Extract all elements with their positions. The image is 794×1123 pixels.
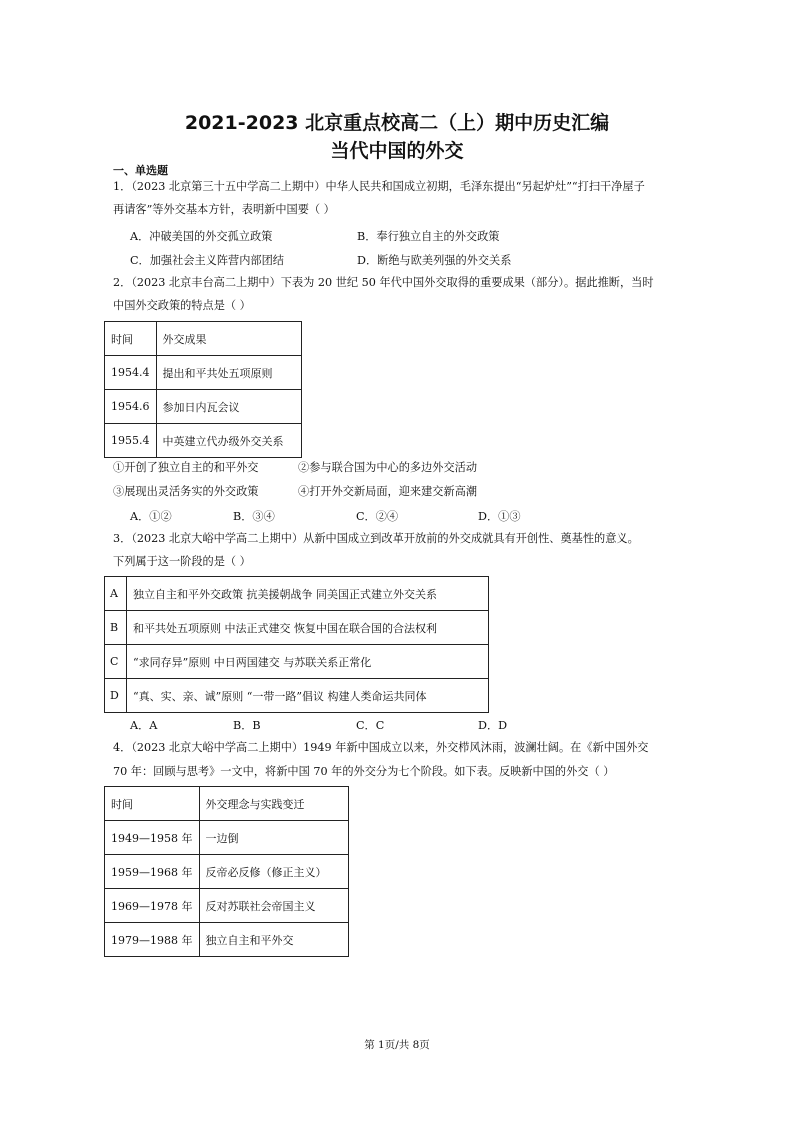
table-header-row [105, 787, 349, 821]
table-cell: 反帝必反修（修正主义） [199, 855, 349, 889]
table-row [105, 679, 489, 713]
question-3-option-a: A．A [130, 719, 158, 732]
question-4-stem-line1: 4．（2023 北京大峪中学高二上期中）1949 年新中国成立以来，外交栉风沐雨，波澜壮阔。在《新中国外交 [113, 741, 649, 754]
question-2-statement-4: ④打开外交新局面，迎来建交新高潮 [298, 485, 478, 498]
table-cell: B [105, 611, 127, 645]
question-2-option-c: C．②④ [356, 510, 399, 523]
table-cell: 1954.6 [105, 390, 157, 424]
table-cell: 提出和平共处五项原则 [156, 356, 302, 390]
question-4-stem-line2: 70 年：回顾与思考》一文中，将新中国 70 年的外交分为七个阶段。如下表。反映新中国的外交（ ） [113, 765, 615, 778]
table-cell: 参加日内瓦会议 [156, 390, 302, 424]
table-cell: 和平共处五项原则 中法正式建交 恢复中国在联合国的合法权利 [127, 611, 489, 645]
table-cell: 独立自主和平外交 [199, 923, 349, 957]
question-2-option-d: D．①③ [478, 510, 521, 523]
question-2-statement-2: ②参与联合国为中心的多边外交活动 [298, 461, 478, 474]
table-row [105, 889, 349, 923]
question-3-option-b: B．B [233, 719, 261, 732]
table-header-cell: 外交理念与实践变迁 [199, 787, 349, 821]
table-row [105, 923, 349, 957]
question-3-stem-line1: 3．（2023 北京大峪中学高二上期中）从新中国成立到改革开放前的外交成就具有开创性、奠基性的意义。 [113, 532, 639, 545]
question-1-option-d: D．断绝与欧美列强的外交关系 [357, 254, 512, 267]
section-heading: 一、单选题 [113, 164, 168, 177]
table-header-cell: 时间 [105, 787, 200, 821]
table-cell: 1954.4 [105, 356, 157, 390]
question-3-option-d: D．D [478, 719, 508, 732]
question-2-stem-line2: 中国外交政策的特点是（ ） [113, 299, 251, 312]
question-3-table [104, 576, 489, 713]
table-header-row [105, 322, 302, 356]
table-cell: “求同存异”原则 中日两国建交 与苏联关系正常化 [127, 645, 489, 679]
question-1-option-c: C．加强社会主义阵营内部团结 [130, 254, 284, 267]
question-3-option-c: C．C [356, 719, 385, 732]
question-1-option-b: B．奉行独立自主的外交政策 [357, 230, 500, 243]
table-cell: 1969—1978 年 [105, 889, 200, 923]
table-row [105, 645, 489, 679]
page-footer: 第 1页/共 8页 [364, 1039, 430, 1051]
question-2-statement-1: ①开创了独立自主的和平外交 [113, 461, 259, 474]
table-cell: C [105, 645, 127, 679]
table-cell: 中英建立代办级外交关系 [156, 424, 302, 458]
table-cell: “真、实、亲、诚”原则 “一带一路”倡议 构建人类命运共同体 [127, 679, 489, 713]
table-row [105, 821, 349, 855]
question-4-table [104, 786, 349, 957]
document-subtitle: 当代中国的外交 [330, 140, 464, 162]
table-cell: 反对苏联社会帝国主义 [199, 889, 349, 923]
table-cell: 独立自主和平外交政策 抗美援朝战争 同美国正式建立外交关系 [127, 577, 489, 611]
question-2-stem-line1: 2．（2023 北京丰台高二上期中）下表为 20 世纪 50 年代中国外交取得的重要成果（部分）。据此推断，当时 [113, 276, 654, 289]
table-header-cell: 时间 [105, 322, 157, 356]
table-row [105, 356, 302, 390]
table-row [105, 611, 489, 645]
question-1-stem-line1: 1．（2023 北京第三十五中学高二上期中）中华人民共和国成立初期，毛泽东提出“另起炉灶”“打扫干净屋子 [113, 180, 645, 193]
question-2-table [104, 321, 302, 458]
table-cell: A [105, 577, 127, 611]
table-cell: 1979—1988 年 [105, 923, 200, 957]
document-title: 2021-2023 北京重点校高二（上）期中历史汇编 [184, 112, 610, 134]
table-cell: 1959—1968 年 [105, 855, 200, 889]
table-header-cell: 外交成果 [156, 322, 302, 356]
table-row [105, 390, 302, 424]
table-cell: 1955.4 [105, 424, 157, 458]
question-3-stem-line2: 下列属于这一阶段的是（ ） [113, 555, 251, 568]
table-row [105, 855, 349, 889]
question-2-option-a: A．①② [130, 510, 172, 523]
table-row [105, 577, 489, 611]
question-2-option-b: B．③④ [233, 510, 275, 523]
question-2-statement-3: ③展现出灵活务实的外交政策 [113, 485, 259, 498]
table-row [105, 424, 302, 458]
question-1-option-a: A．冲破美国的外交孤立政策 [130, 230, 273, 243]
table-cell: 一边倒 [199, 821, 349, 855]
table-cell: 1949—1958 年 [105, 821, 200, 855]
table-cell: D [105, 679, 127, 713]
question-1-stem-line2: 再请客”等外交基本方针，表明新中国要（ ） [113, 203, 335, 216]
